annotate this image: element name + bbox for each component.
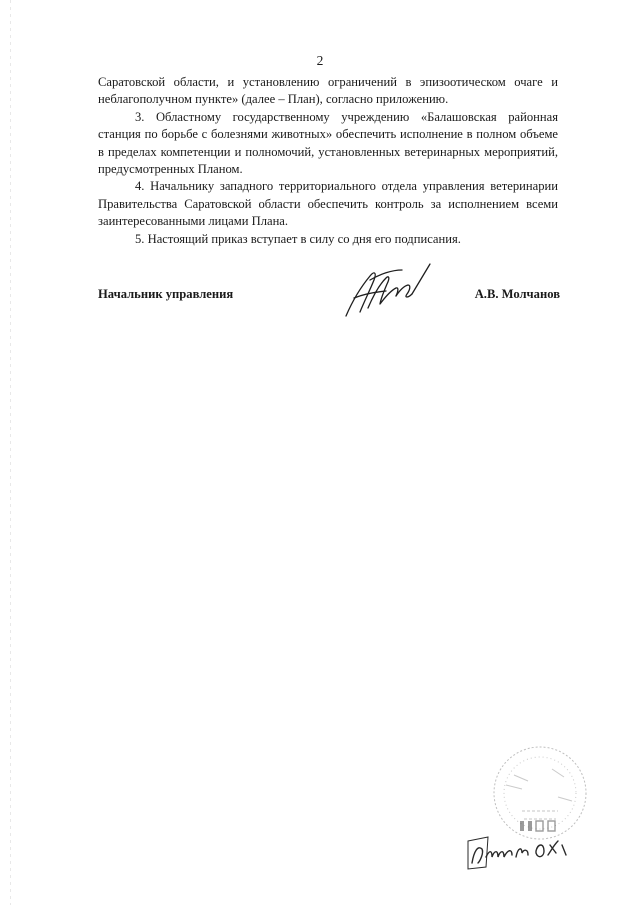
paragraph-item-5: 5. Настоящий приказ вступает в силу со дня его подписания. xyxy=(135,231,461,246)
page-number: 2 xyxy=(316,53,324,68)
paragraph-item-4: 4. Начальнику западного территориального отдела управления ветеринарии Правительства Саратовской области обеспечить контроль за исполнением всеми заинтересованными лицами Плана. xyxy=(98,179,558,229)
handwritten-signature xyxy=(340,258,436,320)
document-body xyxy=(98,74,558,248)
official-seal-stamp xyxy=(462,745,602,880)
signer-title: Начальник управления xyxy=(98,287,234,301)
paragraph-item-3: 3. Областному государственному учреждению «Балашовская районная станция по борьбе с болезнями животных» обеспечить исполнение в полном объеме в пределах компетенции и полномочий, установленных ветеринарных мероприятий, предусмотренных Планом. xyxy=(98,109,558,177)
signer-name: А.В. Молчанов xyxy=(474,287,560,301)
scan-edge-artifact xyxy=(10,0,11,905)
paragraph-continuation: Саратовской области, и установлению ограничений в эпизоотическом очаге и неблагополучном пункте» (далее – План), согласно приложению. xyxy=(98,75,558,107)
